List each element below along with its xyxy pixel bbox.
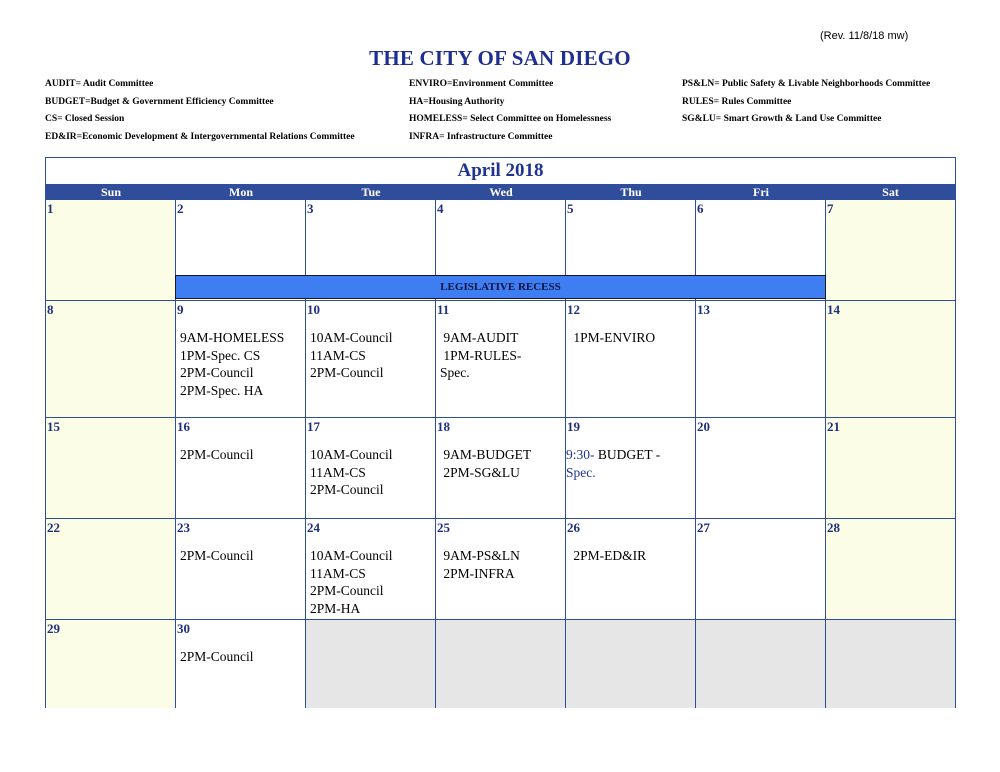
- day-cell: [176, 301, 306, 418]
- day-number: 5: [567, 201, 574, 216]
- day-number: 23: [177, 520, 190, 535]
- legend-column-3: [682, 76, 930, 129]
- day-cell: [306, 301, 436, 418]
- day-number: 29: [47, 621, 60, 636]
- day-events: [440, 446, 531, 481]
- day-events: [310, 547, 393, 617]
- event-entry: Spec.: [440, 365, 470, 380]
- day-cell: [696, 301, 826, 418]
- day-number: 19: [567, 419, 580, 434]
- day-events: [440, 329, 521, 382]
- legend-item: BUDGET=Budget & Government Efficiency Committee: [45, 96, 274, 107]
- day-cell: [696, 418, 826, 519]
- revision-note: (Rev. 11/8/18 mw): [820, 30, 909, 42]
- day-number: 30: [177, 621, 190, 636]
- event-committee: BUDGET -: [594, 447, 661, 462]
- weekday-2: Tue: [361, 185, 381, 199]
- day-events: [310, 329, 393, 382]
- legend-item: SG&LU= Smart Growth & Land Use Committee: [682, 114, 882, 124]
- day-number: 14: [827, 302, 840, 317]
- day-events: [570, 547, 646, 565]
- weekday-5: Fri: [753, 185, 769, 199]
- event-entry: 11AM-CS: [310, 347, 366, 363]
- day-events: [180, 329, 284, 399]
- event-entry: 2PM-ED&IR: [570, 548, 647, 563]
- day-events: [180, 446, 254, 464]
- event-entry: 11AM-CS: [310, 464, 366, 480]
- page-title: THE CITY OF SAN DIEGO: [369, 46, 631, 70]
- legislative-recess-banner: LEGISLATIVE RECESS: [175, 275, 826, 299]
- day-number: 25: [437, 520, 450, 535]
- event-entry: 1PM-RULES-: [440, 347, 522, 363]
- day-cell: [176, 519, 306, 620]
- day-number: 8: [47, 302, 54, 317]
- event-entry: 1PM-ENVIRO: [570, 330, 656, 345]
- day-cell: [176, 620, 306, 708]
- event-entry: 2PM-HA: [310, 600, 361, 616]
- day-events: [440, 547, 520, 582]
- day-number: 4: [437, 201, 444, 216]
- day-number: 28: [827, 520, 840, 535]
- event-entry: Spec.: [566, 464, 596, 480]
- event-entry: 2PM-INFRA: [440, 565, 515, 581]
- legend-column-1: [45, 76, 355, 146]
- legend-item: ENVIRO=Environment Committee: [409, 79, 554, 89]
- day-number: 16: [177, 419, 190, 434]
- weekday-4: Thu: [620, 185, 642, 199]
- event-entry: 11AM-CS: [310, 565, 366, 581]
- day-cell: [566, 301, 696, 418]
- event-entry: 9AM-AUDIT: [440, 330, 519, 345]
- event-entry: 2PM-Spec. HA: [180, 382, 264, 398]
- day-number: 12: [567, 302, 580, 317]
- day-number: 18: [437, 419, 450, 434]
- day-cell: [306, 519, 436, 620]
- empty-day-cell: [436, 620, 566, 708]
- empty-day-cell: [826, 620, 955, 708]
- empty-day-cell: [306, 620, 436, 708]
- legend-item: RULES= Rules Committee: [682, 96, 792, 107]
- event-entry: 2PM-Council: [310, 482, 384, 497]
- day-cell: [566, 418, 696, 519]
- day-events: [180, 648, 254, 666]
- day-number: 9: [177, 302, 184, 317]
- day-number: 17: [307, 419, 320, 434]
- event-entry: 2PM-Council: [180, 649, 254, 664]
- day-cell: [436, 418, 566, 519]
- day-cell: [826, 301, 955, 418]
- day-cell: [826, 200, 955, 301]
- month-title: April 2018: [457, 160, 544, 181]
- event-entry: 9AM-HOMELESS: [180, 330, 285, 345]
- event-entry: 1PM-Spec. CS: [180, 347, 261, 363]
- day-cell: [566, 519, 696, 620]
- legend-item: ED&IR=Economic Development & Intergovernmental Relations Committee: [45, 131, 355, 142]
- day-events: [570, 329, 655, 347]
- day-cell: [46, 418, 176, 519]
- day-number: 11: [437, 302, 450, 317]
- day-cell: [46, 620, 176, 708]
- day-number: 13: [697, 302, 710, 317]
- empty-day-cell: [696, 620, 826, 708]
- weekday-0: Sun: [100, 185, 122, 199]
- legend-column-2: [409, 76, 611, 146]
- day-events: [566, 446, 660, 481]
- day-number: 26: [567, 520, 580, 535]
- day-cell: [46, 519, 176, 620]
- day-number: 7: [827, 201, 834, 216]
- calendar: [45, 157, 956, 708]
- legend-item: PS&LN= Public Safety & Livable Neighborhoods Committee: [682, 79, 931, 89]
- day-events: [310, 446, 393, 499]
- day-number: 27: [697, 520, 710, 535]
- day-cell: [46, 301, 176, 418]
- day-number: 10: [307, 302, 320, 317]
- weekday-1: Mon: [229, 185, 253, 199]
- day-number: 22: [47, 520, 60, 535]
- weekday-header: [46, 184, 955, 200]
- event-time: 9:30-: [566, 447, 595, 462]
- weekday-3: Wed: [489, 185, 513, 199]
- weekday-6: Sat: [882, 185, 899, 199]
- day-number: 15: [47, 419, 60, 434]
- event-entry: 2PM-Council: [180, 447, 254, 462]
- day-number: 1: [47, 201, 54, 216]
- event-entry: 2PM-Council: [180, 365, 254, 380]
- day-number: 21: [827, 419, 840, 434]
- day-number: 6: [697, 201, 704, 216]
- legend-item: HOMELESS= Select Committee on Homelessness: [409, 114, 612, 124]
- legend-item: CS= Closed Session: [45, 114, 125, 124]
- day-cell: [306, 418, 436, 519]
- day-cell: [436, 519, 566, 620]
- day-cell: [46, 200, 176, 301]
- legend-item: HA=Housing Authority: [409, 96, 505, 107]
- day-events: [180, 547, 254, 565]
- day-cell: [826, 418, 955, 519]
- day-number: 20: [697, 419, 710, 434]
- event-entry: 9AM-BUDGET: [440, 447, 532, 462]
- legend-item: AUDIT= Audit Committee: [45, 79, 154, 89]
- day-number: 2: [177, 201, 184, 216]
- event-entry: 2PM-Council: [310, 365, 384, 380]
- event-entry: [566, 446, 660, 464]
- day-cell: [826, 519, 955, 620]
- event-entry: 10AM-Council: [310, 548, 393, 563]
- event-entry: 10AM-Council: [310, 330, 393, 345]
- day-cell: [696, 519, 826, 620]
- day-cell: [436, 301, 566, 418]
- day-number: 24: [307, 520, 320, 535]
- event-entry: 2PM-Council: [180, 548, 254, 563]
- event-entry: 10AM-Council: [310, 447, 393, 462]
- empty-day-cell: [566, 620, 696, 708]
- event-entry: 2PM-SG&LU: [440, 464, 520, 480]
- legend-item: INFRA= Infrastructure Committee: [409, 131, 553, 142]
- day-number: 3: [307, 201, 314, 216]
- day-cell: [176, 418, 306, 519]
- event-entry: 9AM-PS&LN: [440, 548, 520, 563]
- event-entry: 2PM-Council: [310, 583, 384, 598]
